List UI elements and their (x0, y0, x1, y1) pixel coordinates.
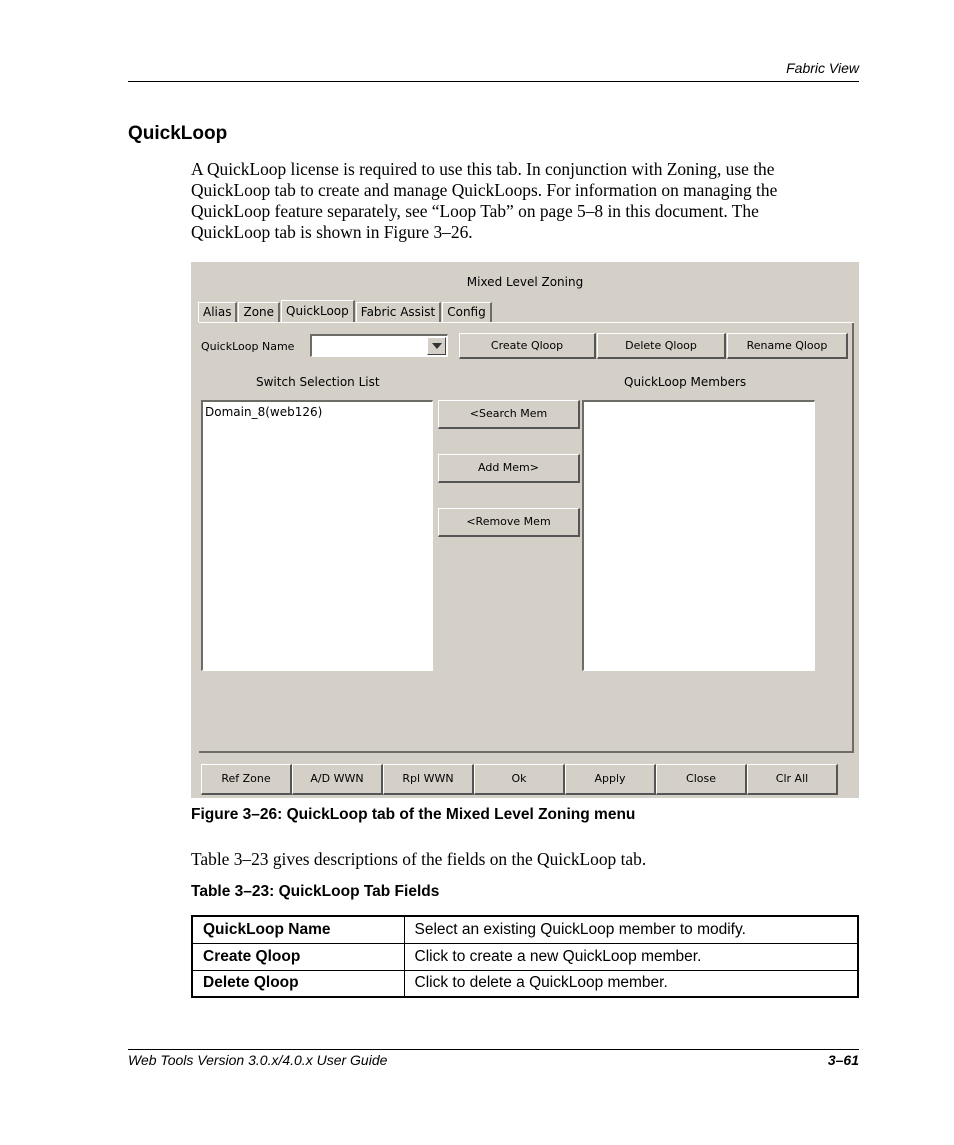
ref-zone-button[interactable]: Ref Zone (201, 764, 292, 795)
field-description: Click to create a new QuickLoop member. (404, 943, 858, 970)
field-name: Create Qloop (192, 943, 404, 970)
combobox-dropdown-button[interactable] (427, 337, 446, 355)
quickloop-fields-table (191, 915, 859, 998)
tab-panel-right-edge (852, 323, 854, 751)
quickloop-name-combobox[interactable] (310, 334, 448, 357)
intro-line: QuickLoop feature separately, see “Loop Tab” on page 5–8 in this document. The (191, 201, 759, 221)
create-qloop-button[interactable]: Create Qloop (459, 333, 596, 359)
tab-config[interactable]: Config (442, 302, 492, 322)
quickloop-name-label: QuickLoop Name (201, 340, 295, 353)
figure-caption: Figure 3–26: QuickLoop tab of the Mixed Level Zoning menu (191, 806, 636, 823)
field-name: Delete Qloop (192, 970, 404, 997)
chevron-down-icon (432, 343, 442, 349)
intro-line: QuickLoop tab is shown in Figure 3–26. (191, 222, 473, 242)
table-row (192, 943, 858, 970)
clear-all-button[interactable]: Clr All (747, 764, 838, 795)
add-member-button[interactable]: Add Mem> (438, 454, 580, 483)
close-button[interactable]: Close (656, 764, 747, 795)
table-intro: Table 3–23 gives descriptions of the fields on the QuickLoop tab. (191, 849, 647, 869)
tab-quickloop[interactable]: QuickLoop (281, 300, 355, 323)
table-row (192, 916, 858, 943)
replace-wwn-button[interactable]: Rpl WWN (383, 764, 474, 795)
intro-line: QuickLoop tab to create and manage QuickLoops. For information on managing the (191, 180, 778, 200)
switch-selection-listbox[interactable] (201, 400, 433, 671)
header-rule (128, 81, 859, 82)
footer-rule (128, 1049, 859, 1050)
footer-guide-title: Web Tools Version 3.0.x/4.0.x User Guide (128, 1052, 388, 1068)
window-title: Mixed Level Zoning (466, 275, 584, 289)
remove-member-button[interactable]: <Remove Mem (438, 508, 580, 537)
list-item[interactable]: Domain_8(web126) (205, 405, 323, 419)
section-title: QuickLoop (128, 123, 228, 144)
intro-line: A QuickLoop license is required to use this tab. In conjunction with Zoning, use the (191, 159, 775, 179)
table-title: Table 3–23: QuickLoop Tab Fields (191, 883, 440, 900)
search-member-button[interactable]: <Search Mem (438, 400, 580, 429)
apply-button[interactable]: Apply (565, 764, 656, 795)
add-delete-wwn-button[interactable]: A/D WWN (292, 764, 383, 795)
tab-bar (198, 300, 493, 322)
field-name: QuickLoop Name (192, 916, 404, 943)
ok-button[interactable]: Ok (474, 764, 565, 795)
field-description: Click to delete a QuickLoop member. (404, 970, 858, 997)
field-description: Select an existing QuickLoop member to modify. (404, 916, 858, 943)
tab-panel-top-edge (199, 322, 854, 323)
delete-qloop-button[interactable]: Delete Qloop (597, 333, 726, 359)
quickloop-members-label: QuickLoop Members (624, 375, 747, 389)
table-row (192, 970, 858, 997)
mixed-level-zoning-window (191, 262, 859, 798)
tab-alias[interactable]: Alias (198, 302, 237, 322)
footer-page-number: 3–61 (827, 1052, 859, 1068)
running-header: Fabric View (786, 60, 859, 76)
tab-zone[interactable]: Zone (238, 302, 280, 322)
tab-fabric-assist[interactable]: Fabric Assist (356, 302, 441, 322)
intro-paragraph (191, 159, 861, 243)
rename-qloop-button[interactable]: Rename Qloop (727, 333, 848, 359)
tab-panel-bottom-edge (199, 751, 854, 753)
switch-selection-list-label: Switch Selection List (256, 375, 380, 389)
quickloop-members-listbox[interactable] (582, 400, 815, 671)
